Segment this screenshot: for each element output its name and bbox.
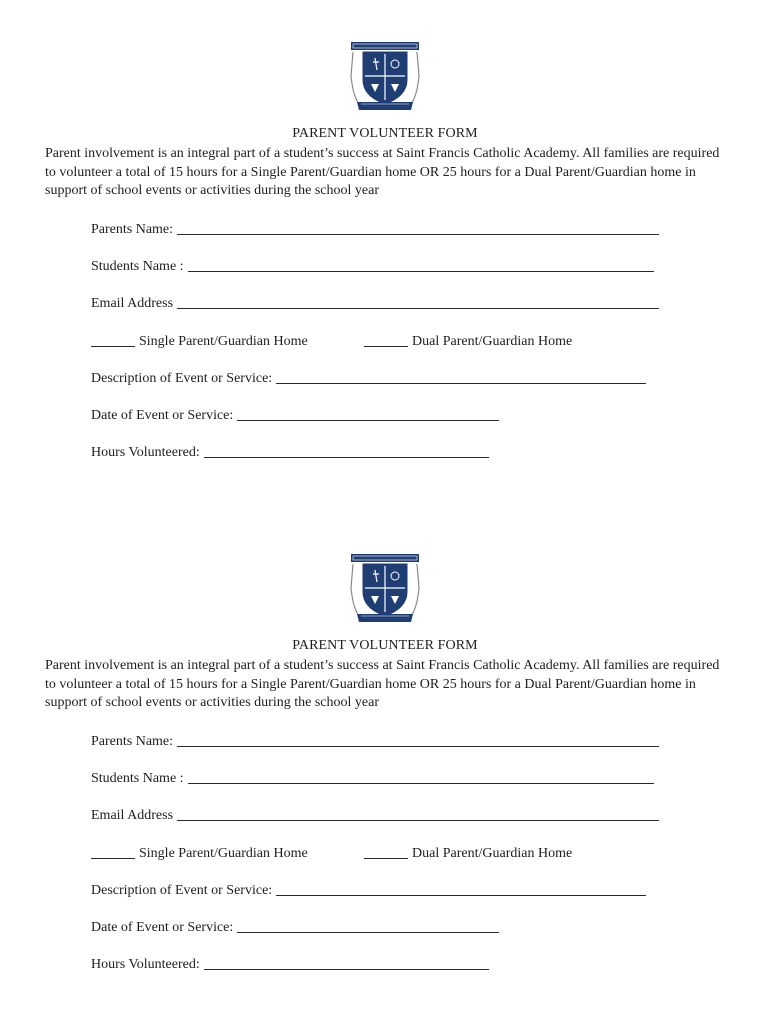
description-line[interactable] <box>276 881 646 896</box>
hours-label: Hours Volunteered: <box>91 445 200 460</box>
parents-name-field <box>91 730 659 750</box>
hours-line[interactable] <box>204 443 489 458</box>
date-line[interactable] <box>237 918 499 933</box>
single-parent-label: Single Parent/Guardian Home <box>139 334 308 349</box>
hours-line[interactable] <box>204 955 489 970</box>
single-parent-label: Single Parent/Guardian Home <box>139 846 308 861</box>
dual-parent-label: Dual Parent/Guardian Home <box>412 846 573 861</box>
email-label: Email Address <box>91 808 174 823</box>
dual-parent-option[interactable] <box>364 330 572 350</box>
description-field <box>91 879 646 899</box>
email-label: Email Address <box>91 296 174 311</box>
date-field <box>91 404 499 424</box>
single-parent-option[interactable] <box>91 330 308 350</box>
parents-name-label: Parents Name: <box>91 734 174 749</box>
volunteer-form-2 <box>0 512 770 1024</box>
hours-field <box>91 953 489 973</box>
hours-label: Hours Volunteered: <box>91 957 200 972</box>
dual-parent-label: Dual Parent/Guardian Home <box>412 334 573 349</box>
parents-name-label: Parents Name: <box>91 222 174 237</box>
date-field <box>91 916 499 936</box>
parents-name-field <box>91 218 659 238</box>
students-name-line[interactable] <box>188 769 654 784</box>
parents-name-line[interactable] <box>177 732 659 747</box>
school-crest-icon <box>349 40 421 114</box>
students-name-label: Students Name : <box>91 771 184 786</box>
email-field <box>91 804 659 824</box>
students-name-label: Students Name : <box>91 259 184 274</box>
dual-parent-option[interactable] <box>364 842 572 862</box>
single-parent-blank[interactable] <box>91 332 135 347</box>
description-label: Description of Event or Service: <box>91 883 273 898</box>
date-label: Date of Event or Service: <box>91 920 234 935</box>
date-label: Date of Event or Service: <box>91 408 234 423</box>
description-field <box>91 367 646 387</box>
parents-name-line[interactable] <box>177 220 659 235</box>
single-parent-option[interactable] <box>91 842 308 862</box>
email-line[interactable] <box>177 294 659 309</box>
single-parent-blank[interactable] <box>91 844 135 859</box>
email-field <box>91 292 659 312</box>
date-line[interactable] <box>237 406 499 421</box>
dual-parent-blank[interactable] <box>364 332 408 347</box>
description-line[interactable] <box>276 369 646 384</box>
intro-paragraph: Parent involvement is an integral part of a student’s success at Saint Francis Catholic Academy. All families are required to volunteer a total of 15 hours for a Single Parent/Guardian home OR 25 hours for a Dual Parent/Guardian home in support of school events or activities during the school year <box>45 658 720 710</box>
students-name-field <box>91 255 654 275</box>
students-name-field <box>91 767 654 787</box>
email-line[interactable] <box>177 806 659 821</box>
description-label: Description of Event or Service: <box>91 371 273 386</box>
intro-paragraph: Parent involvement is an integral part of a student’s success at Saint Francis Catholic Academy. All families are required to volunteer a total of 15 hours for a Single Parent/Guardian home OR 25 hours for a Dual Parent/Guardian home in support of school events or activities during the school year <box>45 146 720 198</box>
dual-parent-blank[interactable] <box>364 844 408 859</box>
form-title: PARENT VOLUNTEER FORM <box>292 638 478 653</box>
hours-field <box>91 441 489 461</box>
school-crest-icon <box>349 552 421 626</box>
students-name-line[interactable] <box>188 257 654 272</box>
form-title: PARENT VOLUNTEER FORM <box>292 126 478 141</box>
